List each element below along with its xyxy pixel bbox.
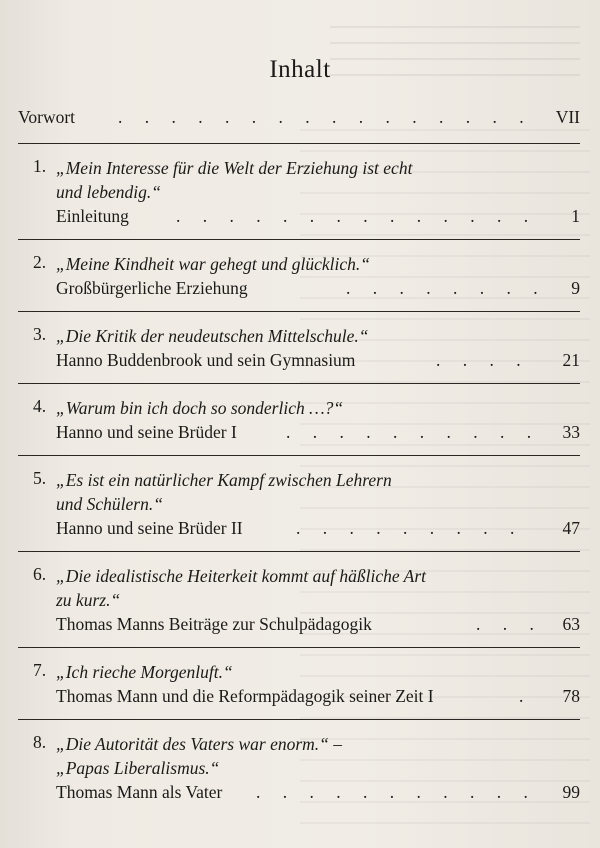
toc-page-number: 99 xyxy=(562,782,580,802)
toc-entry-number: 1. xyxy=(33,156,47,176)
toc-entry xyxy=(18,552,580,648)
toc-entry-subtitle: Thomas Mann und die Reformpädagogik seiner Zeit I xyxy=(56,686,434,706)
toc-page-number: 21 xyxy=(562,350,580,370)
dot-leader: . . . . . . . . . . . xyxy=(256,782,537,802)
page-title: Inhalt xyxy=(269,56,331,83)
toc-page-number: VII xyxy=(555,107,580,127)
dot-leader: . . . . . . . . . . xyxy=(286,422,541,442)
toc-entry-number: 6. xyxy=(33,564,47,584)
toc-entry-subtitle: Thomas Manns Beiträge zur Schulpädagogik xyxy=(56,614,372,634)
toc-entry-number: 5. xyxy=(33,468,47,488)
toc-entry-number: 3. xyxy=(33,324,47,344)
toc-entry-subrow xyxy=(56,612,580,636)
toc-entry-quote: „Es ist ein natürlicher Kampf zwischen Lehrern und Schülern.“ xyxy=(56,470,392,514)
toc-entry xyxy=(18,456,580,552)
toc-entry-subrow xyxy=(56,780,580,804)
toc-entry-quote: „Ich rieche Morgenluft.“ xyxy=(56,662,233,682)
toc-page-number: 33 xyxy=(562,422,580,442)
toc-entry-subtitle: Hanno und seine Brüder I xyxy=(56,422,237,442)
dot-leader: . . . . . . . . . . . . . . xyxy=(176,206,538,226)
toc-entry-subrow xyxy=(56,420,580,444)
toc-entry-vorwort xyxy=(18,107,580,144)
toc-entry-quote: „Warum bin ich doch so sonderlich …?“ xyxy=(56,398,344,418)
toc-entry-quote: „Die Autorität des Vaters war enorm.“ – „Papas Liberalismus.“ xyxy=(56,734,343,778)
toc-entry-subrow xyxy=(56,684,580,708)
toc-entry xyxy=(18,312,580,384)
toc-entry-quote: „Die idealistische Heiterkeit kommt auf häßliche Art zu kurz.“ xyxy=(56,566,427,610)
toc-entry-subtitle: Hanno Buddenbrook und sein Gymnasium xyxy=(56,350,356,370)
toc-entry-quote: „Meine Kindheit war gehegt und glücklich.“ xyxy=(56,254,370,274)
toc-entry xyxy=(18,144,580,240)
toc-page-number: 78 xyxy=(562,686,580,706)
toc-page-number: 47 xyxy=(562,518,580,538)
toc-entry-number: 8. xyxy=(33,732,47,752)
dot-leader: . xyxy=(519,686,533,706)
toc-entry-subrow xyxy=(56,348,580,372)
toc-entry-subrow xyxy=(56,276,580,300)
toc-entry xyxy=(18,720,580,815)
dot-leader: . . . xyxy=(476,614,543,634)
dot-leader: . . . . . . . . . . . . . . . . xyxy=(118,107,533,127)
dot-leader: . . . . xyxy=(436,350,530,370)
toc-entry-subtitle: Einleitung xyxy=(56,206,129,226)
toc-entry-quote: „Mein Interesse für die Welt der Erziehung ist echt und lebendig.“ xyxy=(56,158,413,202)
toc-entry-number: 2. xyxy=(33,252,47,272)
toc-entry-quote: „Die Kritik der neudeutschen Mittelschule.“ xyxy=(56,326,369,346)
toc-page-number: 63 xyxy=(562,614,580,634)
toc-entry-subtitle: Hanno und seine Brüder II xyxy=(56,518,243,538)
toc-entry xyxy=(18,240,580,312)
toc-entry-subtitle: Großbürgerliche Erziehung xyxy=(56,278,248,298)
dot-leader: . . . . . . . . . xyxy=(296,518,524,538)
toc-page-number: 9 xyxy=(571,278,580,298)
toc-entry-number: 4. xyxy=(33,396,47,416)
toc-entry-label: Vorwort xyxy=(18,107,76,127)
toc-entry xyxy=(18,384,580,456)
table-of-contents xyxy=(18,105,580,815)
toc-entry-subrow xyxy=(56,516,580,540)
toc-entry-number: 7. xyxy=(33,660,47,680)
toc-entry-subtitle: Thomas Mann als Vater xyxy=(56,782,223,802)
dot-leader: . . . . . . . . xyxy=(346,278,547,298)
toc-entry-subrow xyxy=(56,204,580,228)
toc-page-number: 1 xyxy=(571,206,580,226)
toc-entry xyxy=(18,648,580,720)
